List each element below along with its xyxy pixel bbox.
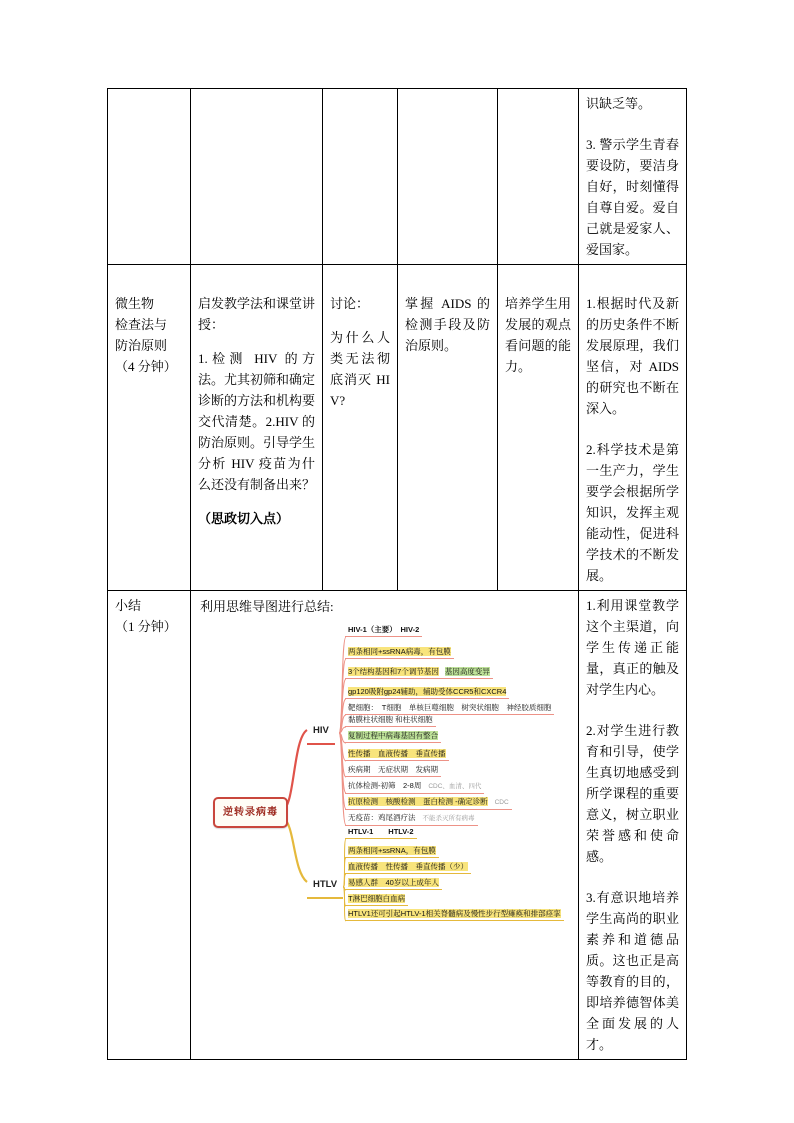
empty-cell xyxy=(398,89,498,265)
mindmap-leaf xyxy=(345,715,436,727)
leaf-text: 疾病期 无症状期 发病期 xyxy=(348,765,438,774)
objective-cell xyxy=(398,265,498,591)
leaf-text: HTLV1还可引起HTLV-1相关脊髓病及慢性步行型瘫痪和排部痉挛 xyxy=(348,909,561,918)
mindmap-intro-text: 利用思维导图进行总结: xyxy=(200,599,334,614)
paragraph: 识缺乏等。 xyxy=(586,96,652,111)
section-duration: （1 分钟） xyxy=(115,619,177,634)
paragraph: 掌握 AIDS 的检测手段及防治原则。 xyxy=(405,296,490,353)
leaf-text: 无疫苗：鸡尾酒疗法 xyxy=(348,813,416,822)
empty-cell xyxy=(498,89,579,265)
mindmap-leaf xyxy=(345,765,441,777)
paragraph: 3.有意识地培养学生高尚的职业素养和道德品质。这也正是高等教育的目的，即培养德智体美全面发展的人才。 xyxy=(586,890,679,1052)
discussion-cell xyxy=(323,265,398,591)
leaf-text: 易感人群 40岁以上成年人 xyxy=(348,878,439,887)
table-row xyxy=(108,591,687,1060)
paragraph: 3. 警示学生青春要设防，要洁身自好，时刻懂得自尊自爱。爱自己就是爱家人、爱国家。 xyxy=(586,137,679,257)
mindmap-leaf xyxy=(345,703,554,715)
leaf-text: 3个结构基因和7个调节基因 xyxy=(348,667,439,676)
paragraph: 1.利用课堂教学这个主渠道，向学生传递正能量，真正的触及对学生内心。 xyxy=(586,598,679,697)
ability-cell xyxy=(498,265,579,591)
mindmap-leaf xyxy=(345,862,471,874)
mindmap-leaf xyxy=(345,878,442,890)
leaf-text: 血液传播 性传播 垂直传播（少） xyxy=(348,862,468,871)
section-duration: （4 分钟） xyxy=(115,359,177,374)
leaf-text: 两条相同+ssRNA病毒，有包膜 xyxy=(348,647,451,656)
paragraph: 培养学生用发展的观点看问题的能力。 xyxy=(505,296,571,374)
leaf-text: 复制过程中病毒基因有整合 xyxy=(348,731,438,740)
mindmap-leaf xyxy=(345,749,449,761)
mindmap-leaf xyxy=(345,827,417,839)
leaf-text: 靶细胞： T细胞 单核巨噬细胞 树突状细胞 神经胶质细胞 xyxy=(348,703,552,712)
paragraph: 启发教学法和课堂讲授： xyxy=(198,296,316,332)
leaf-text: 基因高度变异 xyxy=(444,667,490,676)
mindmap-leaf xyxy=(345,813,478,826)
paragraph: 为什么人类无法彻底消灭 HIV? xyxy=(330,330,390,408)
table-row xyxy=(108,89,687,265)
ideology-entry-point-label: （思政切入点） xyxy=(198,511,290,526)
section-title-cell xyxy=(108,265,191,591)
section-title-line: 防治原则 xyxy=(115,338,168,353)
leaf-text: T淋巴细胞白血病 xyxy=(348,894,406,903)
empty-cell xyxy=(323,89,398,265)
paragraph: 2.对学生进行教育和引导，使学生真切地感受到所学课程的重要意义，树立职业荣誉感和使命感。 xyxy=(586,723,679,864)
table-row xyxy=(108,265,687,591)
mindmap-leaf xyxy=(345,667,493,679)
teaching-method-cell xyxy=(191,265,323,591)
mindmap-leaf xyxy=(345,894,408,906)
section-title-line: 检查法与 xyxy=(115,317,168,332)
ideology-note-cell xyxy=(579,265,687,591)
mindmap-leaf xyxy=(345,781,484,794)
paragraph: 讨论： xyxy=(330,296,370,311)
mindmap-cell xyxy=(191,591,579,1060)
empty-cell xyxy=(191,89,323,265)
ideology-note-cell xyxy=(579,89,687,265)
leaf-note: CDC、血清、四代 xyxy=(428,783,482,790)
lesson-plan-table xyxy=(107,88,687,1060)
mindmap-branch-htlv: HTLV xyxy=(307,873,343,899)
mindmap-leaf xyxy=(345,731,441,743)
mindmap-branch-hiv: HIV xyxy=(307,719,335,745)
mindmap-root-node: 逆转录病毒 xyxy=(213,797,288,828)
mindmap-leaf xyxy=(345,909,564,921)
ideology-note-cell xyxy=(579,591,687,1060)
mindmap-leaf xyxy=(345,797,512,810)
section-title-line: 小结 xyxy=(115,598,142,613)
mindmap-leaf xyxy=(345,687,509,699)
paragraph: 1.检测 HIV 的方法。尤其初筛和确定诊断的方法和机构要交代清楚。2.HIV 的防治原则。引导学生分析 HIV 疫苗为什么还没有制备出来？ xyxy=(198,351,316,492)
leaf-note: 不能杀灭所有病毒 xyxy=(422,815,475,822)
paragraph: 1.根据时代及新的历史条件不断发展原理，我们坚信，对 AIDS 的研究也不断在深入。 xyxy=(586,296,679,416)
leaf-text: 抗原检测 核酸检测 蛋白检测 -确定诊断 xyxy=(348,797,488,806)
mindmap-leaf xyxy=(345,647,454,659)
summary-title-cell xyxy=(108,591,191,1060)
leaf-text: 黏膜柱状细胞 和柱状细胞 xyxy=(348,715,433,724)
leaf-text: 抗体检测-初筛 2-8周 xyxy=(348,781,422,790)
mindmap-leaf xyxy=(345,846,439,858)
section-title-line: 微生物 xyxy=(115,296,155,311)
leaf-text: HTLV-1 HTLV-2 xyxy=(348,827,414,836)
leaf-text: 两条相同+ssRNA，有包膜 xyxy=(348,846,436,855)
leaf-note: CDC xyxy=(494,799,509,806)
mindmap-leaf xyxy=(345,625,422,637)
paragraph: 2.科学技术是第一生产力，学生要学会根据所学知识，发挥主观能动性，促进科学技术的不断发展。 xyxy=(586,442,679,583)
leaf-text: HIV-1（主要） HIV-2 xyxy=(348,625,420,634)
leaf-text: gp120吸附gp24辅助，辅助受体CCR5和CXCR4 xyxy=(348,687,507,696)
leaf-text: 性传播 血液传播 垂直传播 xyxy=(348,749,446,758)
empty-cell xyxy=(108,89,191,265)
